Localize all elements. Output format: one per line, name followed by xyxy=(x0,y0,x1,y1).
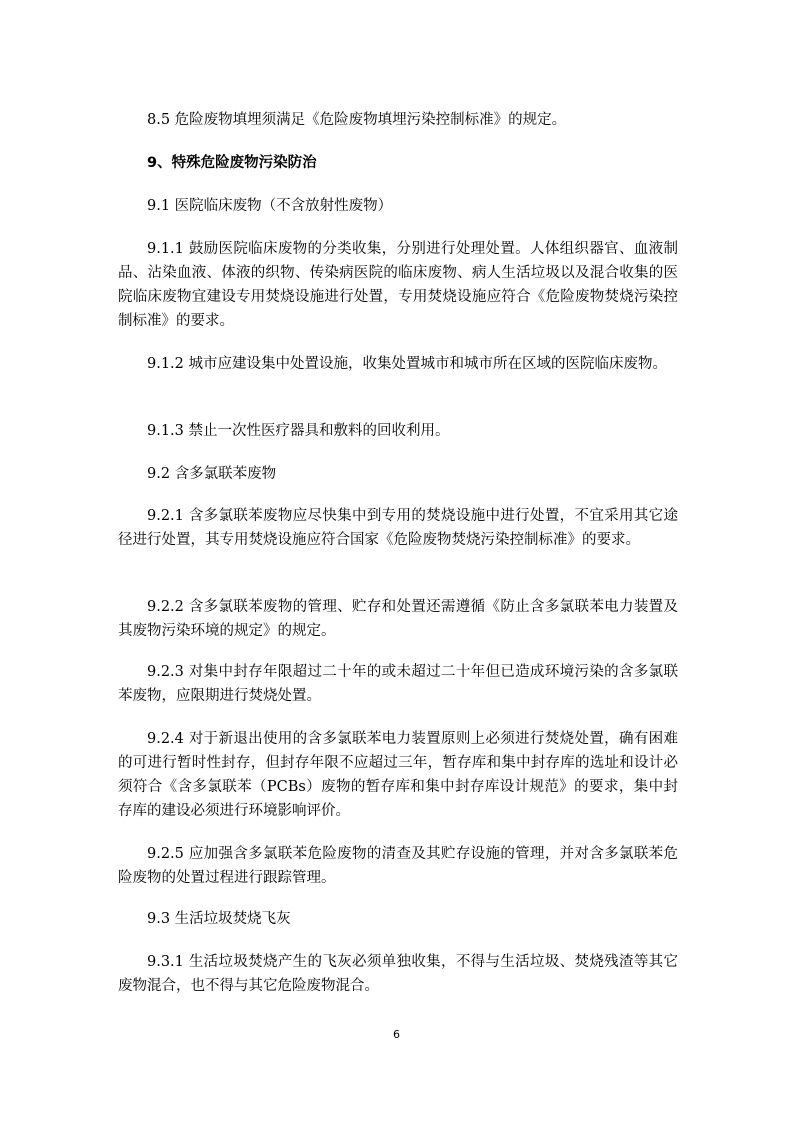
subsection-heading-9-2: 9.2 含多氯联苯废物 xyxy=(147,466,277,482)
paragraph-9-1-2: 9.1.2 城市应建设集中处置设施，收集处置城市和城市所在区域的医院临床废物。 xyxy=(147,356,668,372)
page-number: 6 xyxy=(393,1028,400,1041)
paragraph-9-2-2: 9.2.2 含多氯联苯废物的管理、贮存和处置还需遵循《防止含多氯联苯电力装置及其废物污染环境的规定》的规定。 xyxy=(118,599,678,639)
subsection-heading-9-1: 9.1 医院临床废物（不含放射性废物） xyxy=(147,198,393,214)
paragraph-9-2-1: 9.2.1 含多氯联苯废物应尽快集中到专用的焚烧设施中进行处置，不宜采用其它途径进行处置，其专用焚烧设施应符合国家《危险废物焚烧污染控制标准》的要求。 xyxy=(118,508,678,548)
paragraph-9-1-1: 9.1.1 鼓励医院临床废物的分类收集，分别进行处理处置。人体组织器官、血液制品、沾染血液、体液的织物、传染病医院的临床废物、病人生活垃圾以及混合收集的医院临床废物宜建设专用焚烧设施进行处置，专用焚烧设施应符合《危险废物焚烧污染控制标准》的要求。 xyxy=(118,241,678,329)
paragraph-9-3-1: 9.3.1 生活垃圾焚烧产生的飞灰必须单独收集，不得与生活垃圾、焚烧残渣等其它废物混合，也不得与其它危险废物混合。 xyxy=(118,954,678,994)
paragraph-9-2-5: 9.2.5 应加强含多氯联苯危险废物的清查及其贮存设施的管理，并对含多氯联苯危险废物的处置过程进行跟踪管理。 xyxy=(118,846,678,886)
paragraph-8-5: 8.5 危险废物填埋须满足《危险废物填埋污染控制标准》的规定。 xyxy=(147,112,567,128)
paragraph-9-2-4: 9.2.4 对于新退出使用的含多氯联苯电力装置原则上必须进行焚烧处置，确有困难的可进行暂时性封存，但封存年限不应超过三年，暂存库和集中封存库的选址和设计必须符合《含多氯联苯（PCBs）废物的暂存库和集中封存库设计规范》的要求，集中封存库的建设必须进行环境影响评价。 xyxy=(118,731,678,819)
paragraph-9-1-3: 9.1.3 禁止一次性医疗器具和敷料的回收利用。 xyxy=(147,423,450,439)
subsection-heading-9-3: 9.3 生活垃圾焚烧飞灰 xyxy=(147,911,291,927)
paragraph-9-2-3: 9.2.3 对集中封存年限超过二十年的或未超过二十年但已造成环境污染的含多氯联苯废物，应限期进行焚烧处置。 xyxy=(118,664,678,704)
section-heading-9: 9、特殊危险废物污染防治 xyxy=(147,155,317,171)
